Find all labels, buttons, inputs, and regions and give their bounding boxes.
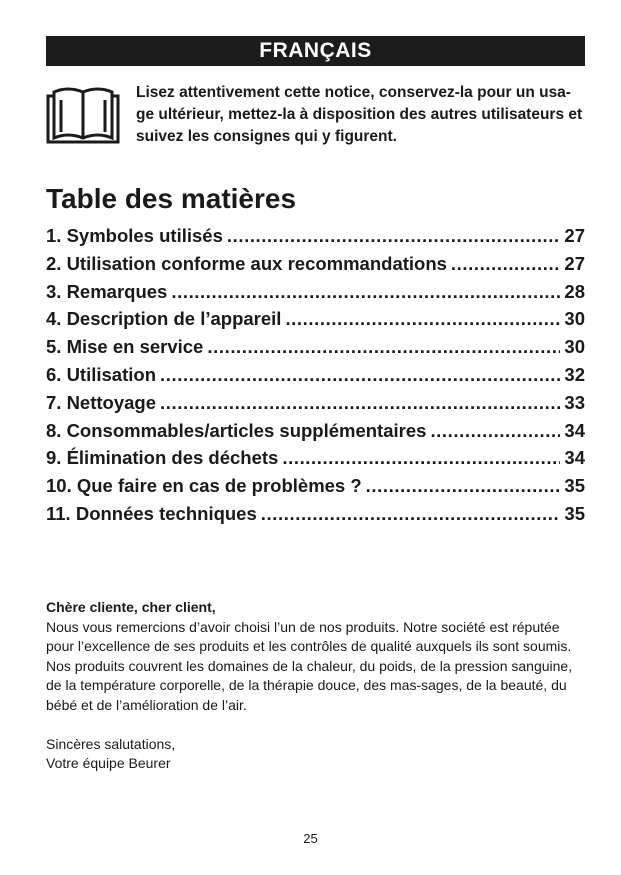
language-title: FRANÇAIS — [259, 39, 372, 62]
toc-entry-label: 3. Remarques — [46, 280, 168, 302]
open-book-icon — [46, 86, 120, 146]
language-banner — [46, 36, 585, 66]
toc-entry — [46, 253, 585, 281]
toc-entry-page: 27 — [564, 225, 585, 246]
toc-entry-page: 35 — [564, 475, 585, 497]
notice-text — [136, 82, 586, 148]
toc-title: Table des matières — [46, 183, 297, 214]
table-of-contents — [46, 225, 585, 531]
toc-leader-dots — [430, 420, 560, 442]
toc-entry-page: 28 — [564, 280, 585, 302]
toc-entry — [46, 392, 585, 420]
toc-entry-label: 8. Consommables/articles supplémentaires — [46, 419, 427, 441]
toc-entry — [46, 503, 585, 531]
toc-entry-page: 27 — [564, 252, 585, 274]
toc-leader-dots — [171, 281, 560, 303]
toc-entry-page: 34 — [564, 447, 585, 469]
toc-entry-label: 5. Mise en service — [46, 336, 204, 358]
toc-entry-page: 30 — [564, 336, 585, 358]
letter-body: Nous vous remercions d’avoir choisi l’un de nos produits. Notre société est réputée pour l’excellence de ses produits et les contrôles de qualité auxquels ils sont soumis. Nos produits couvrent les domaines de la chaleur, du poids, de la pression sanguine, de la température corporelle, de la thérapie douce, des mas-sages, de la beauté, du bébé et de l’amélioration de l’air. — [46, 618, 573, 713]
toc-leader-dots — [261, 503, 561, 525]
toc-entry-page: 33 — [564, 391, 585, 413]
toc-entry — [46, 447, 585, 475]
toc-entry-label: 9. Élimination des déchets — [46, 447, 279, 469]
toc-leader-dots — [160, 392, 560, 414]
toc-entry-label: 2. Utilisation conforme aux recommandations — [46, 252, 447, 274]
toc-entry-label: 1. Symboles utilisés — [46, 225, 223, 246]
toc-entry-label: 10. Que faire en cas de problèmes ? — [46, 475, 362, 497]
letter-signature: Votre équipe Beurer — [46, 755, 171, 771]
toc-entry — [46, 336, 585, 364]
page-number: 25 — [303, 831, 318, 846]
letter-closing-line: Sincères salutations, — [46, 735, 176, 752]
letter-greeting: Chère cliente, cher client, — [46, 599, 216, 615]
toc-leader-dots — [207, 336, 560, 358]
notice-text-content: Lisez attentivement cette notice, conservez-la pour un usa-ge ultérieur, mettez-la à disposition des autres utilisateurs et suivez les consignes qui y figurent. — [136, 84, 583, 145]
toc-entry-page: 35 — [564, 502, 585, 524]
toc-leader-dots — [285, 308, 560, 330]
toc-entry-label: 11. Données techniques — [46, 502, 257, 524]
toc-entry — [46, 225, 585, 253]
toc-entry-label: 4. Description de l’appareil — [46, 308, 282, 330]
toc-entry — [46, 364, 585, 392]
toc-entry — [46, 308, 585, 336]
toc-entry — [46, 420, 585, 448]
toc-leader-dots — [282, 447, 560, 469]
toc-leader-dots — [227, 225, 561, 247]
letter-closing — [46, 735, 586, 774]
toc-leader-dots — [366, 475, 561, 497]
toc-entry — [46, 281, 585, 309]
notice-box — [46, 82, 586, 148]
toc-leader-dots — [451, 253, 561, 275]
toc-entry-page: 30 — [564, 308, 585, 330]
customer-letter — [46, 598, 586, 774]
toc-entry-label: 6. Utilisation — [46, 363, 156, 385]
toc-entry-label: 7. Nettoyage — [46, 391, 157, 413]
toc-entry-page: 34 — [564, 419, 585, 441]
toc-leader-dots — [160, 364, 560, 386]
toc-entry — [46, 475, 585, 503]
toc-entry-page: 32 — [564, 363, 585, 385]
